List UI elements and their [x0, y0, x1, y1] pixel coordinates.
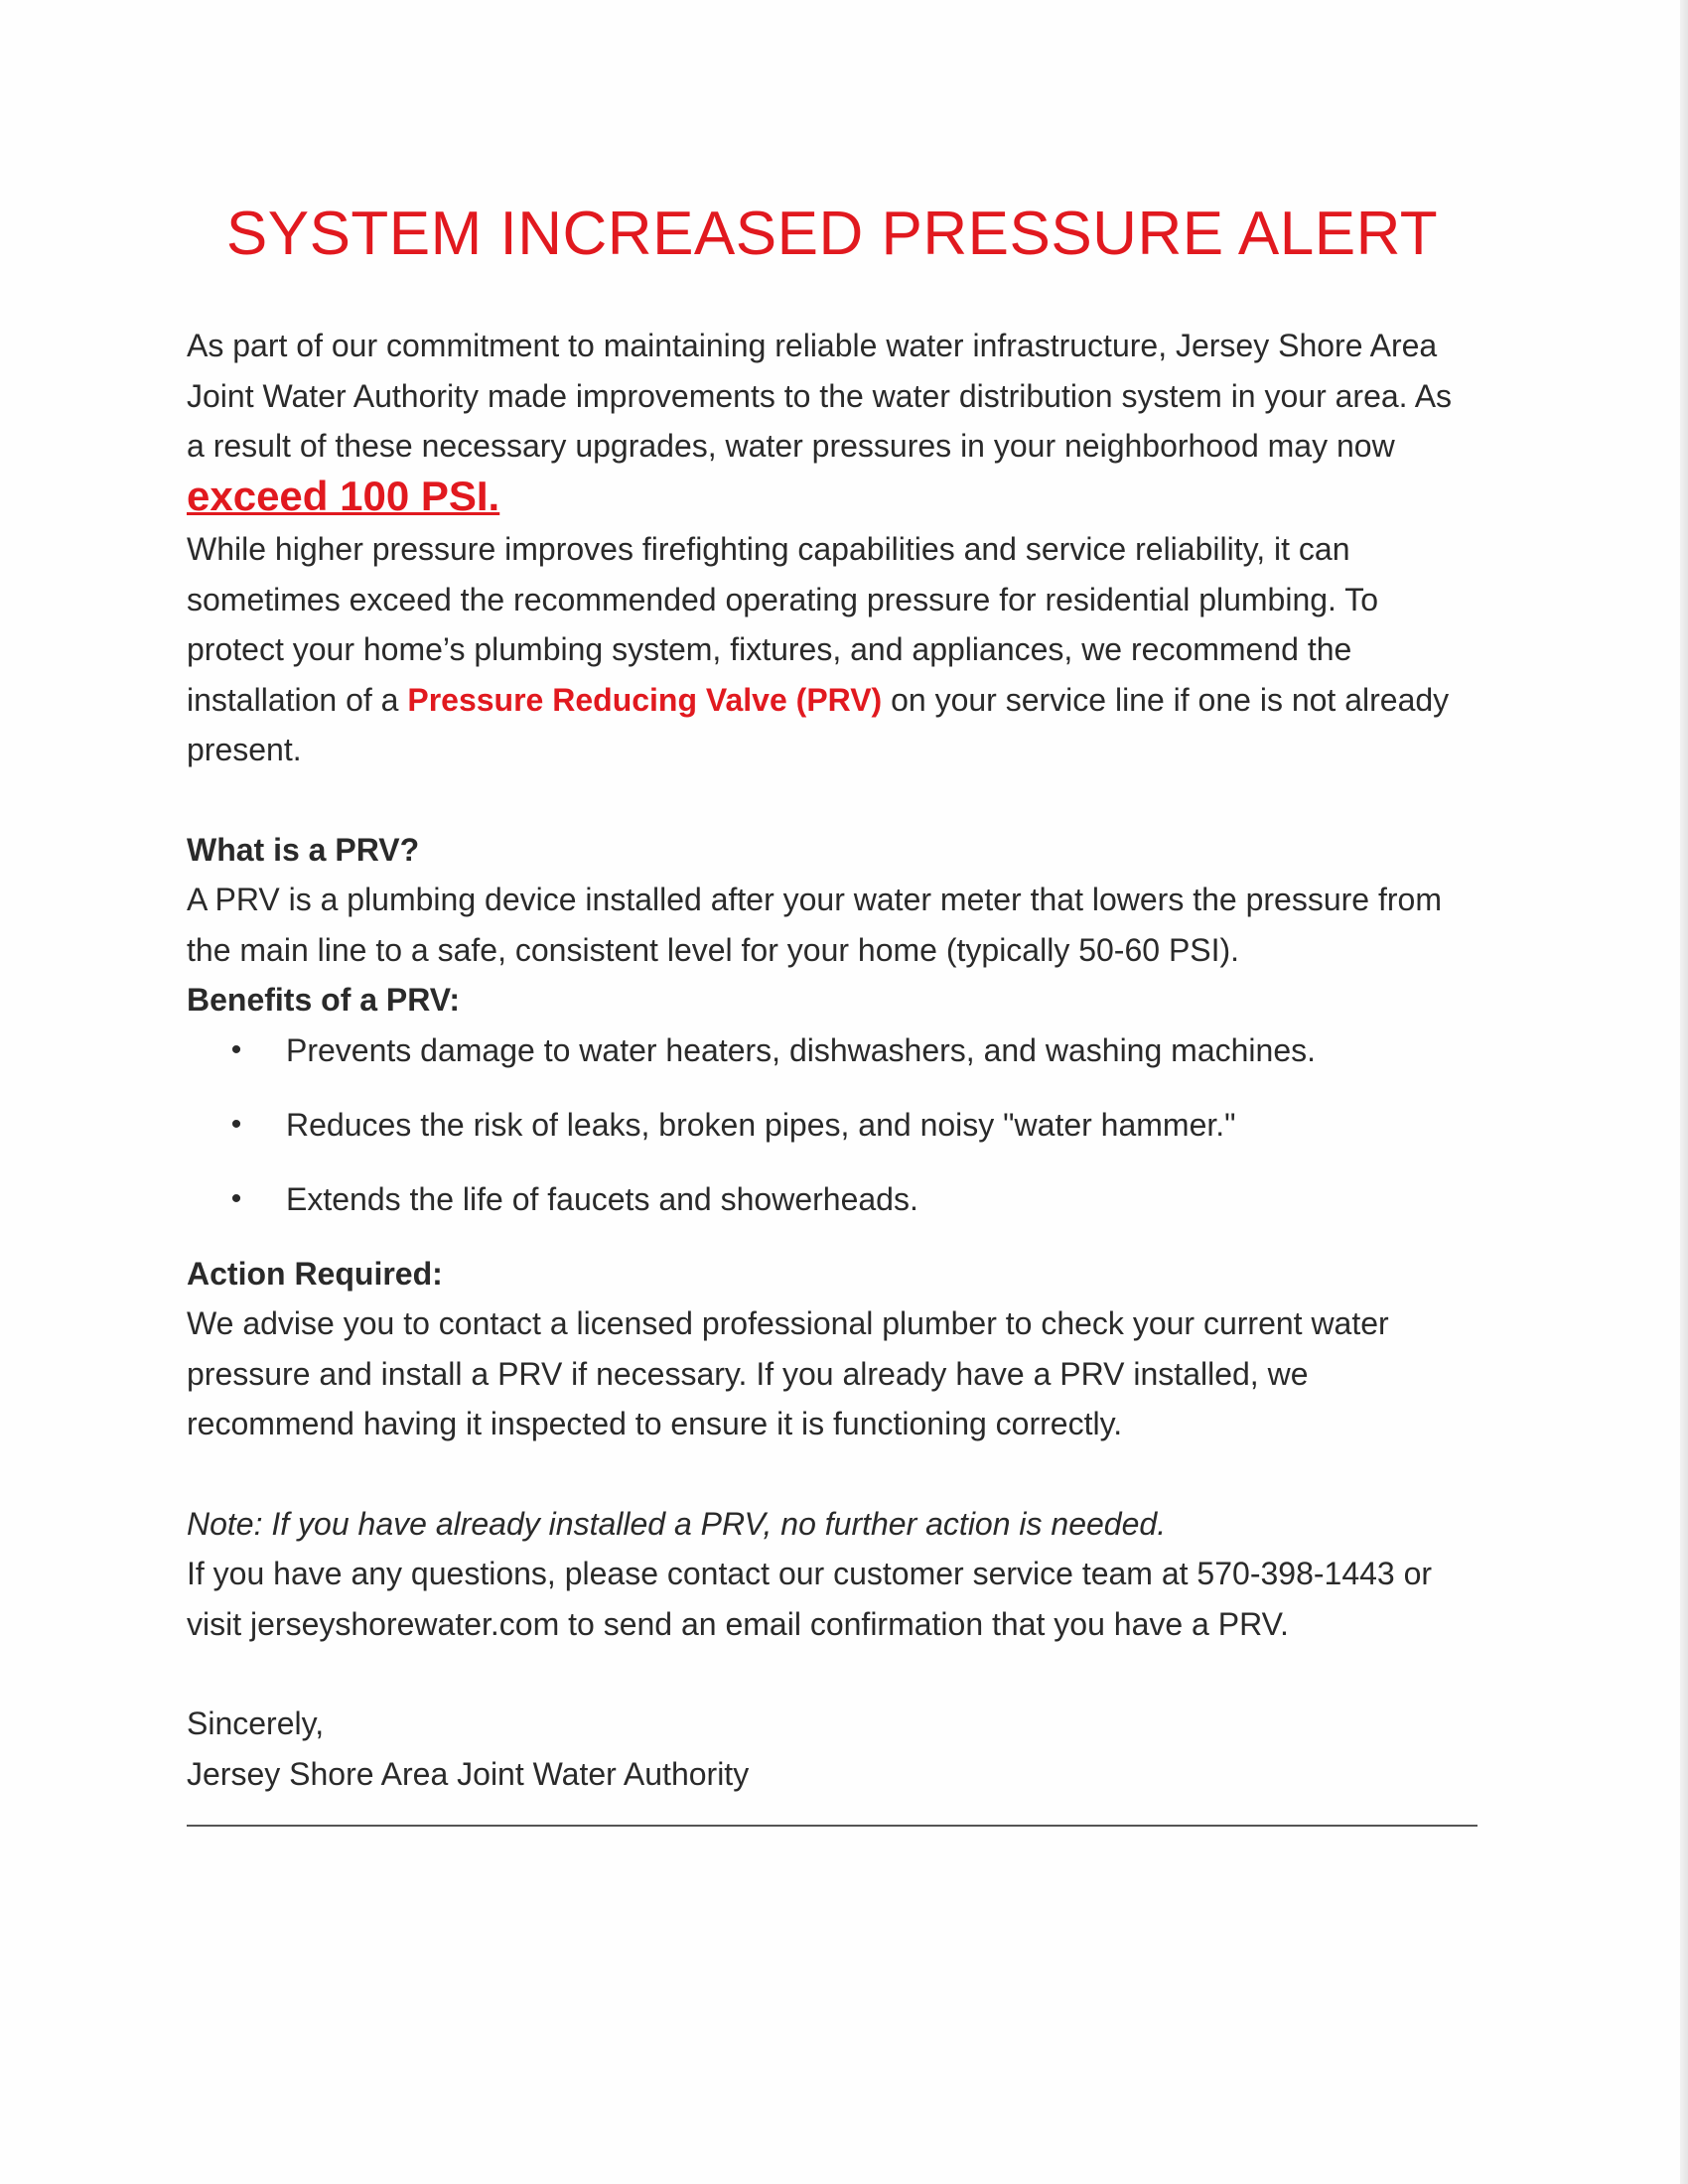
list-item: [187, 1100, 1477, 1150]
prv-highlight: Pressure Reducing Valve (PRV): [407, 681, 883, 718]
action-description: We advise you to contact a licensed professional plumber to check your current water pressure and install a PRV if necessary. If you already have a PRV installed, we recommend having it inspected to ensure it is functioning correctly.: [187, 1305, 1389, 1441]
benefit-text: Reduces the risk of leaks, broken pipes, and noisy "water hammer.": [286, 1106, 1236, 1143]
salutation: Sincerely,: [187, 1706, 325, 1741]
benefit-text: Extends the life of faucets and showerheads.: [286, 1180, 918, 1217]
intro-text: As part of our commitment to maintaining reliable water infrastructure, Jersey Shore Area Joint Water Authority made improvements to the water distribution system in your area. As a result of these necessary upgrades, water pressures in your neighborhood may now: [187, 328, 1453, 464]
recommendation-paragraph: [187, 524, 1477, 775]
benefits-heading: Benefits of a PRV:: [187, 982, 461, 1018]
benefits-list: [187, 1025, 1477, 1224]
signature: Jersey Shore Area Joint Water Authority: [187, 1755, 750, 1792]
recommendation-text-2: on your service line if one is not already present.: [187, 681, 1450, 767]
page-title: SYSTEM INCREASED PRESSURE ALERT: [225, 200, 1439, 268]
psi-highlight: exceed 100 PSI.: [187, 472, 500, 519]
spacer: [187, 775, 1477, 825]
bullet-icon: [187, 1174, 286, 1224]
benefit-text: Prevents damage to water heaters, dishwashers, and washing machines.: [286, 1031, 1316, 1068]
spacer: [187, 1449, 1477, 1499]
bullet-icon: [187, 1100, 286, 1150]
note-text: Note: If you have already installed a PRV, no further action is needed.: [187, 1505, 1167, 1542]
intro-paragraph: [187, 321, 1477, 524]
prv-heading: What is a PRV?: [187, 831, 420, 868]
letter-body: [187, 199, 1477, 1827]
spacer: [187, 1649, 1477, 1699]
bullet-icon: [187, 1025, 286, 1075]
recommendation-text-1: While higher pressure improves firefighting capabilities and service reliability, it can sometimes exceed the recommended operating pressure for residential plumbing. To protect your home’s plumbing system, fixtures, and appliances, we recommend the installation of a: [187, 531, 1379, 718]
contact-text: If you have any questions, please contact our customer service team at 570-398-1443 or visit jerseyshorewater.com to send an email confirmation that you have a PRV.: [187, 1556, 1433, 1642]
divider: [187, 1825, 1477, 1827]
action-heading: Action Required:: [187, 1255, 443, 1292]
page-edge: [1680, 0, 1688, 2184]
list-item: [187, 1174, 1477, 1224]
list-item: [187, 1025, 1477, 1075]
prv-description: A PRV is a plumbing device installed after your water meter that lowers the pressure from the main line to a safe, consistent level for your home (typically 50-60 PSI).: [187, 882, 1442, 968]
